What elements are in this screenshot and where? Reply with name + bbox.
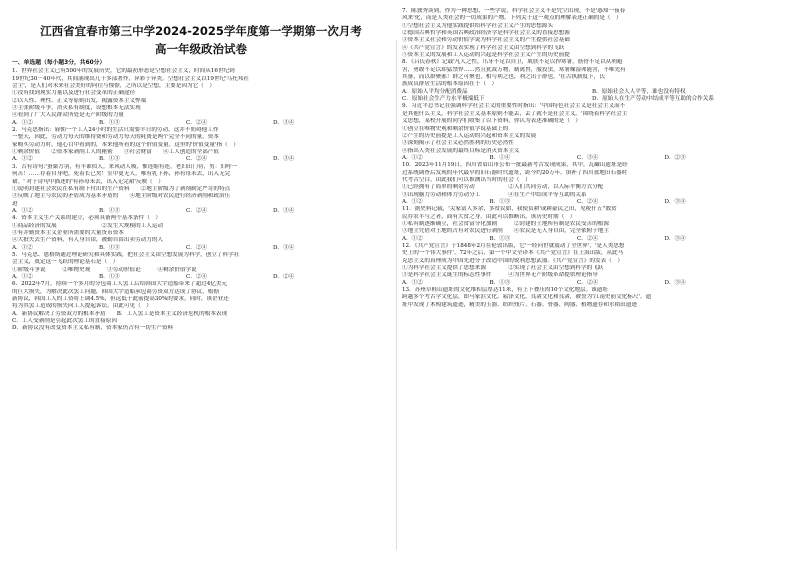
answer-choice-b: B．①③ <box>99 156 120 163</box>
answer-choice-a: A．①② <box>12 207 33 214</box>
answer-choice-d: D．③④ <box>664 279 686 286</box>
answer-choice-d: D．③④ <box>273 244 295 251</box>
question-stem: 9．习近平总书记在强调科学社会主义的重要性时指出：'中国特色社会主义是社会主义而不 <box>402 103 626 110</box>
question-stem: 家购买劳动力时，他心目中看到的，本来他所看的这个价值变量。这里的'价值变量'指（ ） <box>12 141 239 148</box>
answer-choices <box>12 274 390 281</box>
statement-option: ③地主凭借对土地的占有对农民进行剥削 ④农民是无人身自由，完全依附于地主 <box>402 228 609 235</box>
statement-option: ①商品经济的发展 ②发生大规模的工人运动 <box>12 222 164 229</box>
answer-choice-b: B．原始社会人人平等，谁也没有特权 <box>592 88 686 95</box>
answer-choice-d: D．③④ <box>273 119 295 126</box>
answer-choices <box>402 236 782 243</box>
answer-choice-b: B．①③ <box>99 244 120 251</box>
answer-choices <box>12 120 390 127</box>
answer-choice-d: D．②③ <box>664 154 686 161</box>
statement-option: ①为科学社会主义提供了思想来源 ②实现了社会主义由空想到科学的飞跃 <box>402 265 604 272</box>
statement-option: ①没有找到现实力量以及进行社会变革的正确途径 <box>12 90 136 97</box>
answer-choice: A．新协议解决了劳资双方的根本矛盾 B．工人罢工是资本主义经济危机的根本表现 <box>12 310 228 317</box>
statement-option: ①剩余价值 ②资本家剥削工人的秘密 ③社会财富 ④工人创造的全部产值 <box>12 149 219 156</box>
question-stem: 6．2022年7月，持续一个多月的分包商工人罢工后给韩国大宇造船带来了超过4亿美元 <box>12 281 228 288</box>
statement-option: ④指出人类社会发展的最终目标是消灭资本主义 <box>402 147 520 154</box>
exam-subtitle: 高一年级政治试卷 <box>155 42 247 56</box>
answer-choice-c: C．②④ <box>186 273 208 280</box>
statement-option: ④看到了广大人民群众所处是无产阶级的力量 <box>12 112 124 119</box>
question-stem: 是其他什么主义，科学社会主义基本原则不能丢，丢了就不是社会主义。'围绕着科学社会主 <box>402 110 628 117</box>
question-stem: 何苦！……存着自身吧，死着长已矣！室中更无人，唯有乳下孙，孙有母未去，出入无完 <box>12 171 231 178</box>
answer-choice-b: B．①③ <box>99 119 120 126</box>
answer-choice-d: D．③④ <box>664 198 686 205</box>
statement-option: ③反映了地主与农民的矛盾成为基本矛盾的 ④地主阶级对农民进行经济剥削和政治压 <box>12 193 231 200</box>
statement-option: ②产生的历史前提是工人运动的兴起和资本主义的发展 <box>402 132 537 139</box>
question-stem: 1．世界社会主义已有500年的发展历史。它的最初形态是空想社会主义，时间从16世纪到 <box>12 68 235 75</box>
statement-option: ④大批失去生产资料，有人身自由，被勤自由出卖劳动力的人 <box>12 237 164 244</box>
question-stem: 跨越多个考古学文化层，即马家浜文化、崧泽文化、良渚文化和良渚，被誉为'江南史前文化标尺'。遗 <box>402 294 652 301</box>
question-8 <box>402 59 782 103</box>
answer-choice-c: C．②④ <box>186 156 208 163</box>
question-stem: 12．《共产党宣言》于1848年2月在伦敦出版，它'一经问世就震动了全世界'，'是人类思想 <box>402 243 625 249</box>
question-stem: 一整天，因此，劳动力每天的维持费和劳动力每天的耗费是两个完全不同的量。资本 <box>12 134 219 141</box>
question-stem: 的巨大损失，为解决此次罢工问题，韩国大宇造船承包商劳资双方达成了协议，根据 <box>12 288 219 295</box>
question-12 <box>402 243 782 287</box>
question-stem: 13．苏州草鞋山遗址的文化堆积层厚达11米，有上下叠压的10个文化地层。该遗址 <box>402 287 608 294</box>
answer-choice-a: A．①② <box>12 273 33 280</box>
right-column <box>402 8 782 309</box>
answer-choice-b: B．①③ <box>489 198 511 205</box>
question-stem: 新协议，韩国工人的工资将上调4.5%，但远低于此前提高30%的要求，同时，该企业还 <box>12 296 229 302</box>
question-stem: 3．古有诗句:'蚕桑方羽，有丰谁似人。来风动人吸，惟连缩有连，老妇出门待，男：妇呼一 <box>12 163 238 170</box>
answer-choice-c: C．原始社会生产力水平极端低下 <box>402 96 485 103</box>
statement-option: ③是科学社会主义诞生的标志性事件 ④为世界无产阶级革命提供理论指导 <box>402 272 598 279</box>
question-stem: 会主'，是人们对未来社会美好的向往与憧憬，之所以是空想，主要是因为它（ ） <box>12 83 215 90</box>
question-5 <box>12 252 390 281</box>
answer-choice: C．工人受剥削是引起此次罢工的直接原因 <box>12 318 117 325</box>
statement-option: ②德国古典哲学和英国古典政治经济学是科学社会主义的直接思想源 <box>402 30 570 37</box>
question-stem: 过系统调查后发现的年代最早的旧石器时代遗址，距今约20万年，填补了四川盆地旧石器时 <box>402 169 628 176</box>
answer-choice-d: D．原始人在生产劳动中结成平等互助的合作关系 <box>592 96 714 103</box>
question-stem: 会主义，奠定这一飞跃的理论基石是（ ） <box>12 259 119 266</box>
question-stem: 史上的一个伟大事件'。72年之后，第一个中文全译本《共产党宣言》在上海出版，从此马 <box>402 250 624 257</box>
question-6 <box>12 281 390 332</box>
answer-choice-c: C．②④ <box>186 119 208 126</box>
answer-choices <box>402 199 782 206</box>
question-1 <box>12 68 390 127</box>
question-11 <box>402 206 782 243</box>
answer-choice-a: A．①② <box>12 156 33 163</box>
answer-choice-b: B．①③ <box>99 273 120 280</box>
answer-choice-b: B．①③ <box>489 279 511 286</box>
question-stem: 19世纪30－40年代，其间涌现出几十多部著作，异彩于异类。空想社会主义以19世纪'乌托邦社 <box>12 75 249 82</box>
exam-title: 江西省宜春市第三中学2024-2025学年度第一学期第一次月考 <box>40 24 362 38</box>
question-stem: 风来'化，而是人类社会的一切成果的产物。下列关于这一观点的理解表述正确的是（ ） <box>402 15 622 22</box>
answer-choice-d: D．③④ <box>273 156 295 163</box>
answer-choice-a: A．①② <box>402 279 423 286</box>
statement-option: ⑤资本主义的发展和工人运动的兴起是科学社会主义产生的历史前提 <box>402 52 570 59</box>
answer-choice-c: C．②④ <box>577 279 599 286</box>
statement-option: ③深刻揭示了社会主义必然胜利的历史必然性 <box>402 140 514 147</box>
question-4 <box>12 215 390 252</box>
statement-option: ④《共产党宣言》的发表实现了科学社会主义由空想到科学的飞跃 <box>402 44 565 51</box>
question-stem: 其备，而以群聚邪！群之可聚也，相与利之也，利之出于群也。'在古执制度下，氏 <box>402 74 605 81</box>
statement-option: ③有并勤资本主义企业所需要的大量货币资本 <box>12 229 124 236</box>
answer-choice: D．新协议没有改变资本主义私有制，资本家仍占有一切生产资料 <box>12 325 174 332</box>
answer-choice-d: D．③④ <box>273 207 295 214</box>
answer-choice-a: A．①② <box>12 244 33 251</box>
question-9 <box>402 103 782 162</box>
question-13 <box>402 287 782 309</box>
answer-choices <box>12 208 390 215</box>
answer-choice-b: B．①④ <box>489 154 511 161</box>
question-stem: 5．马克思、恩格斯通过理论研究和具体实践，把社会主义由空想发展为科学，创立了科学社 <box>12 251 240 258</box>
answer-choice-c: C．③④ <box>577 154 599 161</box>
answer-choice-d: D．②④ <box>273 273 295 280</box>
answer-choices <box>402 155 782 162</box>
answer-choice-a: A．①② <box>12 119 33 126</box>
statement-option: ③出现脑力劳动和体力劳动分工 ④在生产中结成平等互助的关系 <box>402 191 587 198</box>
column-divider <box>396 40 397 550</box>
answer-choice-a: A．①② <box>402 198 423 205</box>
question-stem: 址中发现了木构建筑遗迹，精美的玉器、纺织残片、石器、骨器、陶器、植物遗存和水稻田遗迹 <box>402 301 637 308</box>
left-column <box>12 10 390 333</box>
statement-option: 迫 <box>12 200 18 207</box>
question-stem: 民存农半与之者，面有大贫之身。由此可以推断出，该历史时期（ ） <box>402 213 576 220</box>
question-stem: 8．《吕氏春秋》记载'凡人之性，爪牙不足以自卫，肌肤不足以捍寒暑，筋骨不足以从利避 <box>402 59 623 66</box>
question-stem: 4．资本主义生产关系的建立，必须具备两个基本条件（ ） <box>12 215 161 222</box>
answer-choice-c: C．②④ <box>577 198 599 205</box>
question-stem: 克思主义的真理成为中国先进分子改造中国的锐利思想武器。《共产党宣言》的发表（ ） <box>402 257 623 264</box>
answer-choice-b: B．①③ <box>99 207 120 214</box>
answer-choice-c: C．②④ <box>577 235 599 242</box>
answer-choice-c: C．②④ <box>186 244 208 251</box>
question-stem: 11．据史料记载，'关家富人多余，多贫民如，我使负耕'或耕豪民之田，见税什五''数贫 <box>402 206 617 213</box>
statement-option: ①说明封建社会农民在私有制下付出的生产资料 ②地主阶级为了剥削制定严苛的特点 <box>12 185 231 192</box>
answer-choices <box>402 280 782 287</box>
answer-choice-b: B．①③ <box>489 235 511 242</box>
question-stem: 代考古空白。由此我们可以推测出当时的社会（ ） <box>402 176 531 183</box>
statement-option: ③资本主义社会和劳动价值学说为科学社会主义的产生提供社会基础 <box>402 37 570 44</box>
statement-option: ①空想社会主义为他实践提供给科学社会主义产生的思想源头 <box>402 22 554 29</box>
answer-choice-d: D．③④ <box>664 235 686 242</box>
question-stem: 裙。' 对于诗句中描述的'有孙母未去，出入无完裙'反映（ ） <box>12 178 164 185</box>
statement-option: ③主张阶级斗争，消灭私有制度，设想根本无法实现 <box>12 105 141 112</box>
question-stem: 族成员群居生活的根本原因在于（ ） <box>402 81 498 88</box>
statement-option: ①创立在唯物史观和剩余价值学说基础上的 <box>402 125 509 132</box>
question-3 <box>12 164 390 215</box>
answer-choice-a: A．①② <box>402 235 423 242</box>
question-stem: 义思想，某校开展的同学们收集了以下资料，你认为表述准确的是（ ） <box>402 118 582 125</box>
question-stem: 害，勇敢不足以却猛禁悍……然且犹裁万物，制禽兽，服狡虫，寒暑燥湿弗能害，不唯先有 <box>402 66 626 73</box>
question-stem: 10．2023年11月19日，四川省眉山市公布一批最新考古发现成果，其中，瓦罐山遗址是经 <box>402 162 628 169</box>
answer-choices-row <box>402 96 782 103</box>
answer-choice-a: A．①② <box>402 154 423 161</box>
question-2 <box>12 127 390 164</box>
answer-choices <box>12 245 390 252</box>
answer-choice-a: A．原始人平均分配消费品 <box>402 88 468 95</box>
question-stem: 2．马克思指出：雇佣一个工人24小时的生活只需要半日的劳动，这并不妨碍他工作 <box>12 127 219 134</box>
question-7 <box>402 8 782 59</box>
answer-choice-c: C．②④ <box>186 207 208 214</box>
answer-choices <box>12 156 390 163</box>
statement-option: ①已经拥有了简单的剩余劳动 ②人们共同劳动，以人际平衡方式分配 <box>402 184 604 191</box>
question-stem: 7．陈独秀谈到，作为一种思想，一些学说，科学社会主义不是凭空出现，不是'惑知一夜春 <box>402 8 626 14</box>
statement-option: ①阶级斗争说 ②唯物史观 ③劳动价值论 ④剩余价值学说 <box>12 266 197 273</box>
question-stem: 将为其罢工造成的损失向工人提起诉讼。由此可见（ ） <box>12 303 152 310</box>
statement-option: ②以人性、理性、正义等原则出发，揭露资本主义弊端 <box>12 97 147 104</box>
question-10 <box>402 162 782 206</box>
statement-option: ①私有制逐渐确立，社会贫富分化加剧 ②封建的土地所有制是农民受苦的根源 <box>402 220 609 227</box>
section-heading: 一、单选题（每小题3分，共60分） <box>12 60 106 66</box>
